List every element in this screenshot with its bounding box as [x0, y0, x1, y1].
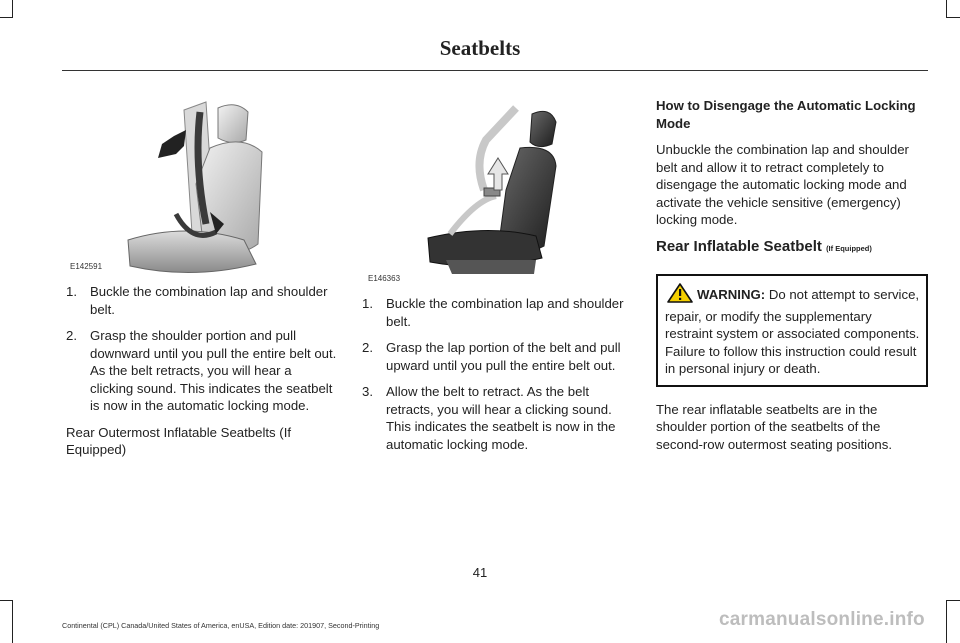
figure-seat-shoulder-belt: [66, 94, 336, 274]
crop-mark-top-left-h: [0, 17, 13, 18]
seat-illustration-2: [366, 100, 628, 276]
warning-box: [656, 274, 928, 387]
warning-triangle-icon: [667, 283, 693, 308]
footer-edition: Continental (CPL) Canada/United States of America, enUSA, Edition date: 201907, Second-Printing: [62, 621, 380, 630]
steps-list-middle: [362, 295, 634, 453]
list-item: 1. Buckle the combination lap and shoulder belt.: [66, 284, 328, 317]
disengage-heading: How to Disengage the Automatic Locking Mode: [656, 98, 916, 131]
column-middle: [362, 295, 634, 462]
crop-mark-bottom-right-v: [946, 600, 947, 643]
crop-mark-top-left-v: [12, 0, 13, 18]
page-title: Seatbelts: [439, 36, 521, 60]
column-left: [66, 283, 338, 468]
figure-seat-lap-belt: [366, 100, 628, 276]
crop-mark-top-right-h: [946, 17, 960, 18]
crop-mark-top-right-v: [946, 0, 947, 18]
rear-outermost-note: Rear Outermost Inflatable Seatbelts (If Equipped): [66, 424, 292, 457]
crop-mark-bottom-right-h: [946, 600, 960, 601]
crop-mark-bottom-left-h: [0, 600, 13, 601]
list-item: 1. Buckle the combination lap and shoulder belt.: [362, 296, 624, 329]
closing-paragraph: The rear inflatable seatbelts are in the shoulder portion of the seatbelts of the second-row outermost seating positions.: [656, 401, 893, 452]
warning-label: WARNING:: [697, 287, 766, 302]
list-item: 2. Grasp the lap portion of the belt and pull upward until you pull the entire belt out.: [362, 340, 621, 373]
disengage-body: Unbuckle the combination lap and shoulder belt and allow it to retract completely to disengage the automatic locking mode and activate the vehicle sensitive (emergency) locking mode.: [656, 142, 909, 227]
figure-code-left: E142591: [70, 262, 103, 271]
if-equipped-suffix: (If Equipped): [826, 243, 872, 253]
section-heading-rear-inflatable: Rear Inflatable Seatbelt (If Equipped): [656, 237, 872, 255]
page-number: 41: [472, 565, 488, 580]
steps-list-left: [66, 283, 338, 415]
crop-mark-bottom-left-v: [12, 600, 13, 643]
watermark: carmanualsonline.info: [719, 609, 925, 630]
column-right: [656, 97, 928, 462]
warning-text: Do not attempt to service, repair, or modify the supplementary restraint system or associated components. Failure to follow this instruction could result in personal injury or death.: [665, 287, 920, 376]
header-rule: [62, 70, 928, 71]
list-item: 3. Allow the belt to retract. As the belt retracts, you will hear a clicking sound. This indicates the seatbelt is now in the automatic locking mode.: [362, 384, 616, 452]
list-item: 2. Grasp the shoulder portion and pull downward until you pull the entire belt out. As the belt retracts, you will hear a clicking sound. This indicates the seatbelt is now in the automatic locking mode.: [66, 328, 337, 413]
seat-illustration-1: [66, 94, 336, 274]
figure-code-middle: E146363: [368, 274, 401, 283]
